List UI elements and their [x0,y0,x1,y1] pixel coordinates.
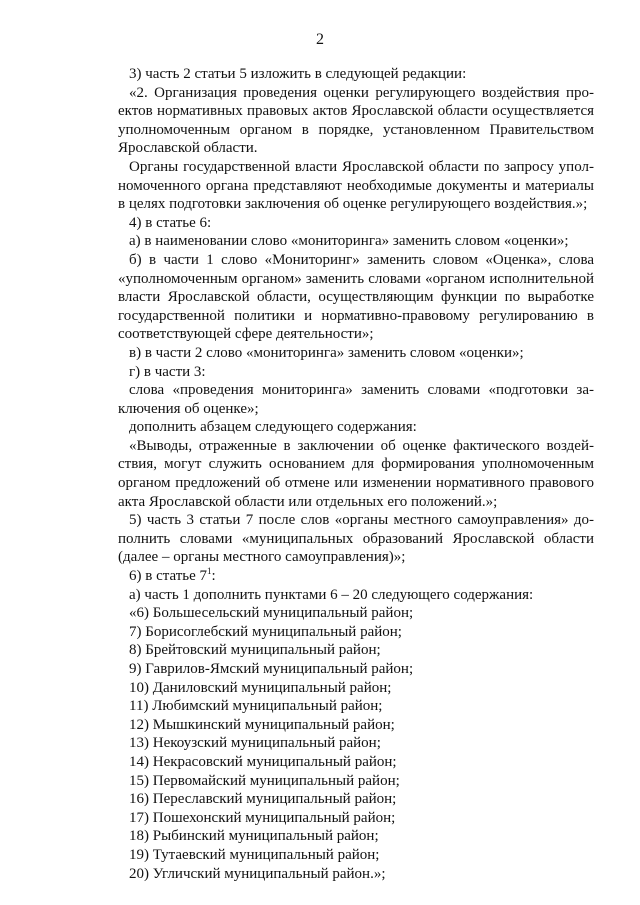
paragraph-item-6 [118,567,594,586]
list-item: «6) Большесельский муниципальный район; [129,605,414,622]
paragraph-item-4a: а) в наименовании слово «мониторинга» заменить словом «оценки»; [129,233,569,250]
paragraph-add-clause: дополнить абзацем следующего содержания: [129,419,417,436]
list-item: 7) Борисоглебский муниципальный район; [129,623,402,640]
paragraph-quote-2: «2. Организация проведения оценки регулирующего воздействия проектов нормативных правовых актов Ярославской области осуществляется уполномоченным органом в порядке, установленном Правительством Ярославской области. [118,84,594,157]
list-item: 8) Брейтовский муниципальный район; [129,642,381,659]
paragraph-item-4d: г) в части 3: [129,363,206,380]
list-item: 9) Гаврилов-Ямский муниципальный район; [129,661,414,677]
document-body [118,65,594,883]
paragraph-item-6-colon: : [211,568,216,585]
list-item: 19) Тутаевский муниципальный район; [129,846,380,863]
list-item: 13) Некоузский муниципальный район; [129,735,381,752]
paragraph-replace-words: слова «проведения мониторинга» заменить словами «подготовки заключения об оценке»; [118,382,594,417]
list-item: 16) Переславский муниципальный район; [129,791,397,808]
list-item: 12) Мышкинский муниципальный район; [129,716,395,733]
list-item: 17) Пошехонский муниципальный район; [129,809,396,826]
list-item: 10) Даниловский муниципальный район; [129,679,392,696]
page-number: 2 [316,31,324,48]
paragraph-item-3: 3) часть 2 статьи 5 изложить в следующей редакции: [129,66,467,82]
article-superscript: 1 [207,566,212,577]
paragraph-item-6-text: 6) в статье 7 [129,568,208,585]
list-item: 15) Первомайский муниципальный район; [129,772,400,789]
paragraph-item-6a: а) часть 1 дополнить пунктами 6 – 20 следующего содержания: [129,586,534,603]
paragraph-item-4b: б) в части 1 слово «Мониторинг» заменить словом «Оценка», слова «уполномоченным органом» заменить словами «органом исполнительной власти Ярославской области, осуществляющим функции по выработке государственной политики и нормативно-правовому регулированию в соответствующей сфере деятельности»; [118,251,594,343]
list-item: 14) Некрасовский муниципальный район; [129,753,397,770]
paragraph-authorities: Органы государственной власти Ярославской области по запросу уполномоченного органа представляют необходимые документы и материалы в целях подготовки заключения об оценке регулирующего воздействия.»; [118,158,594,213]
list-item: 20) Угличский муниципальный район.»; [129,865,386,882]
list-item: 11) Любимский муниципальный район; [129,698,383,715]
paragraph-conclusions: «Выводы, отраженные в заключении об оценке фактического воздействия, могут служить основанием для формирования уполномоченным органом предложений об отмене или изменении нормативного правового акта Ярославской области или отдельных его положений.»; [118,437,594,510]
paragraph-item-5: 5) часть 3 статьи 7 после слов «органы местного самоуправления» дополнить словами «муниципальных образований Ярославской области (далее – органы местного самоуправления)»; [118,512,594,566]
paragraph-item-4c: в) в части 2 слово «мониторинга» заменить словом «оценки»; [129,344,524,361]
list-item: 18) Рыбинский муниципальный район; [129,828,379,845]
paragraph-item-4: 4) в статье 6: [129,214,212,231]
